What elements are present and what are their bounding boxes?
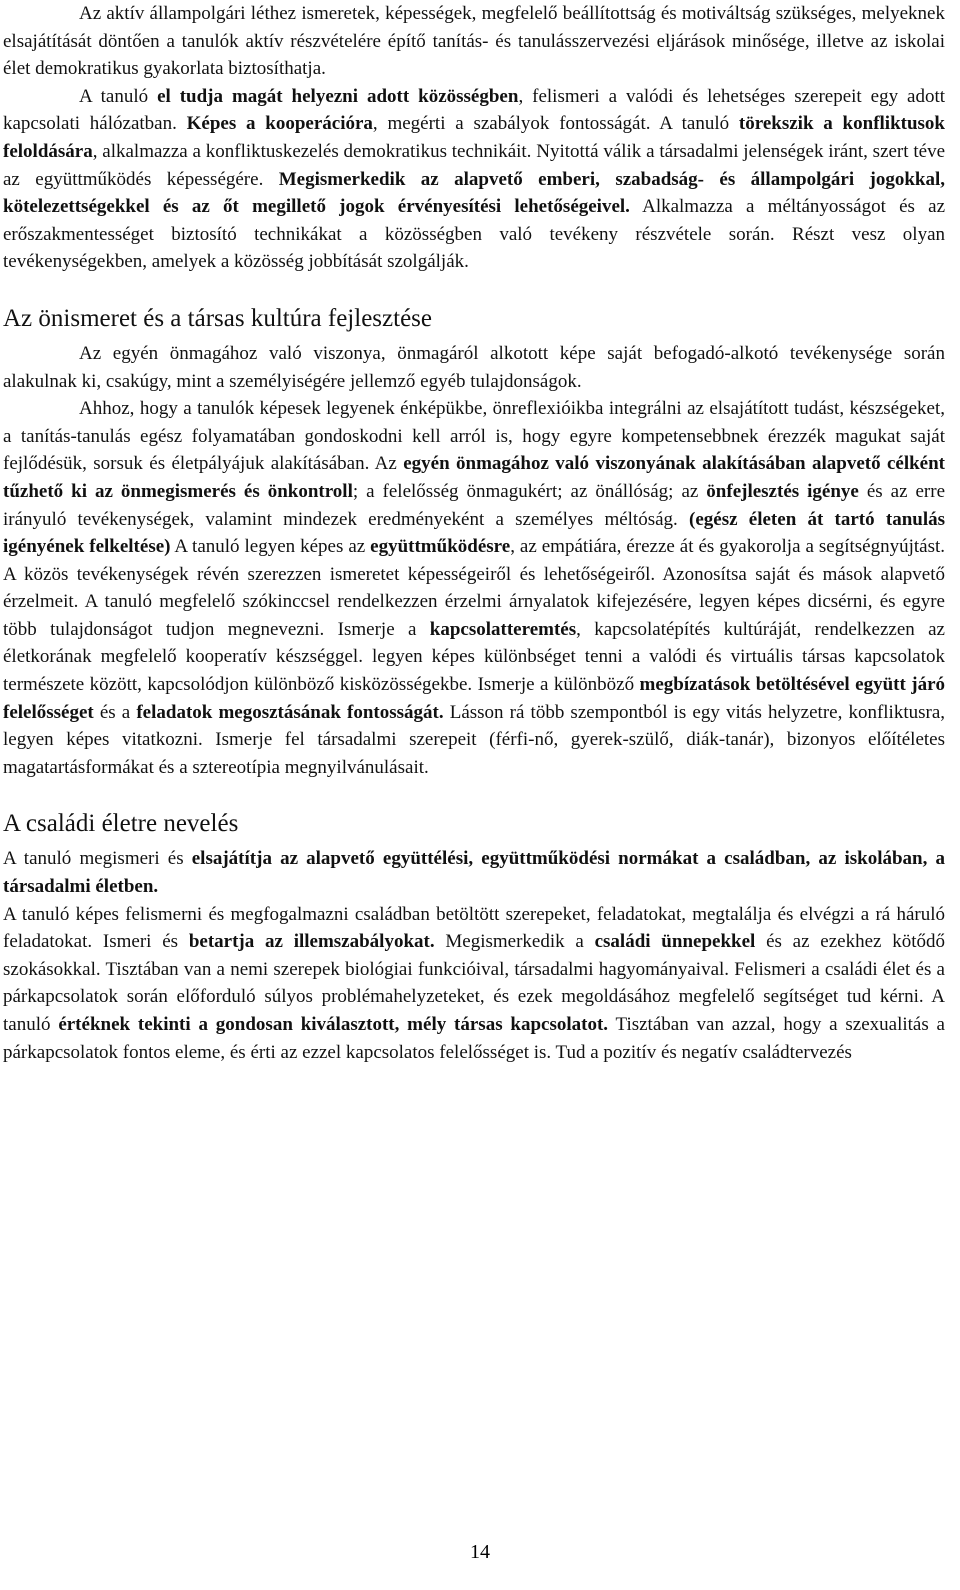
section-heading: A családi életre nevelés [3, 810, 239, 838]
emphasized-text: feladatok megosztásának fontosságát. [136, 701, 444, 723]
text-run: Az egyén önmagához való viszonya, önmagáról alkotott képe saját befogadó-alkotó tevékenysége során alakulnak ki, csakúgy, mint a személyiségére jellemző egyéb tulajdonságok. [3, 342, 945, 392]
emphasized-text: Megismerkedik az alapvető emberi, szabadság- és állampolgári jogokkal, kötelezettségekkel és az őt megillető jogok érvényesítési lehetőségeivel. [3, 168, 945, 218]
emphasized-text: önfejlesztés igénye [706, 480, 859, 502]
paragraph [3, 395, 945, 781]
section-heading: Az önismeret és a társas kultúra fejlesztése [3, 304, 432, 332]
emphasized-text: értéknek tekinti a gondosan kiválasztott, mély társas kapcsolatot. [58, 1014, 609, 1035]
text-run: Megismerkedik a [434, 931, 595, 953]
emphasized-text: betartja az illemszabályokat. [188, 931, 435, 953]
emphasized-text: elsajátítja az alapvető együttélési, együttműködési normákat a családban, az iskolában, a társadalmi életben. [3, 848, 945, 898]
emphasized-text: Képes a kooperációra [186, 113, 373, 135]
emphasized-text: kapcsolatteremtés [429, 618, 577, 640]
paragraph [3, 845, 945, 900]
text-run: A tanuló képes felismerni és megfogalmazni családban betöltött szerepeket, feladatokat, megtalálja és elvégzi a rá háruló feladatokat. Ismeri és [3, 903, 945, 953]
text-run: ; a felelősség önmagukért; az önállóság; az [352, 480, 707, 502]
emphasized-text: el tudja magát helyezni adott közösségben [157, 85, 519, 107]
paragraph [3, 340, 945, 395]
text-run: Alkalmazza a méltányosságot és az erőszakmentességet biztosító technikákat a közösségben való tevékeny részvétele során. Részt vesz olyan tevékenységekben, amelyek a közösség jobbítását szolgálják. [3, 196, 945, 273]
page-number: 14 [470, 1541, 490, 1563]
emphasized-text: egyén önmagához való viszonyának alakításában alapvető célként tűzhető ki az önmegismerés és önkontroll [3, 453, 945, 502]
text-run: , alkalmazza a konfliktuskezelés demokratikus technikáit. Nyitottá válik a társadalmi jelenségek iránt, szert téve az együttműködés képességére. [3, 140, 945, 190]
emphasized-text: törekszik a konfliktusok feloldására [3, 113, 945, 162]
text-run: , az empátiára, érezze át és gyakorolja a segítségnyújtást. A közös tevékenységek révén szerezzen ismeretet képességeiről és lehetőségeiről. Azonosítsa saját és mások alapvető érzelmeit. A tanuló megfelelő szókinccsel rendelkezzen érzelmi árnyalatok kifejezésére, legyen képes dicsérni, és egyre több tulajdonságot tudjon megnevezni. Ismerje a [3, 536, 946, 640]
paragraph [3, 83, 945, 276]
emphasized-text: megbízatások betöltésével együtt járó felelősséget [3, 674, 945, 723]
text-run: Lásson rá több szempontból is egy vitás helyzetre, konfliktusra, legyen képes vitatkozni. Ismerje fel társadalmi szerepeit (férfi-nő, gyerek-szülő, diák-tanár), bizonyos előítéletes magatartásformákat és a sztereotípia megnyilvánulásait. [3, 701, 946, 778]
emphasized-text: (egész életen át tartó tanulás igényének felkeltése) [3, 508, 946, 558]
text-run: Az aktív állampolgári léthez ismeretek, képességek, megfelelő beállítottság és motiváltság szükséges, melyeknek elsajátítását döntően a tanulók aktív részvételére építő tanítás- és tanulásszervezési eljárások minősége, illetve az iskolai élet demokratikus gyakorlata biztosíthatja. [3, 3, 945, 80]
text-run: A tanuló megismeri és [3, 848, 192, 870]
text-run: Tisztában van azzal, hogy a szexualitás a párkapcsolatok fontos eleme, és érti az ezzel kapcsolatos felelősséget is. Tud a pozitív és negatív családtervezés [3, 1014, 945, 1063]
text-run: , megérti a szabályok fontosságát. A tanuló [372, 113, 739, 135]
text-run: A tanuló [79, 85, 158, 107]
paragraph [3, 0, 945, 83]
paragraph [3, 901, 945, 1067]
text-run: , kapcsolatépítés kultúráját, rendelkezzen az életkorának megfelelő kooperatív készséggel. legyen képes különbséget tenni a valódi és virtuális társas kapcsolatok természete között, kapcsolódjon különböző kisközösségekbe. Ismerje a különböző [3, 618, 945, 696]
text-run: és az erre irányuló tevékenységek, valamint mindezek eredményeként a személyes méltóság. [3, 480, 946, 530]
text-run: és az ezekhez kötődő szokásokkal. Tisztában van a nemi szerepek biológiai funkcióival, társadalmi hagyományaival. Felismeri a családi élet és a párkapcsolatok során előforduló súlyos problémahelyzeteket, és ezek megoldásához megfelelő segítséget tud kérni. A tanuló [3, 931, 945, 1035]
text-run: Ahhoz, hogy a tanulók képesek legyenek énképükbe, önreflexióikba integrálni az elsajátított tudást, készségeket, a tanítás-tanulás egész folyamatában gondoskodni kell arról is, hogy egyre kompetensebbnek érezzék magukat saját fejlődésük, sorsuk és életpályájuk alakításában. Az [3, 398, 945, 475]
text-run: , felismeri a valódi és lehetséges szerepeit egy adott kapcsolati hálózatban. [3, 85, 946, 135]
text-run: A tanuló legyen képes az [170, 536, 371, 558]
emphasized-text: együttműködésre [370, 536, 511, 558]
emphasized-text: családi ünnepekkel [594, 931, 756, 953]
text-run: és a [93, 701, 137, 723]
